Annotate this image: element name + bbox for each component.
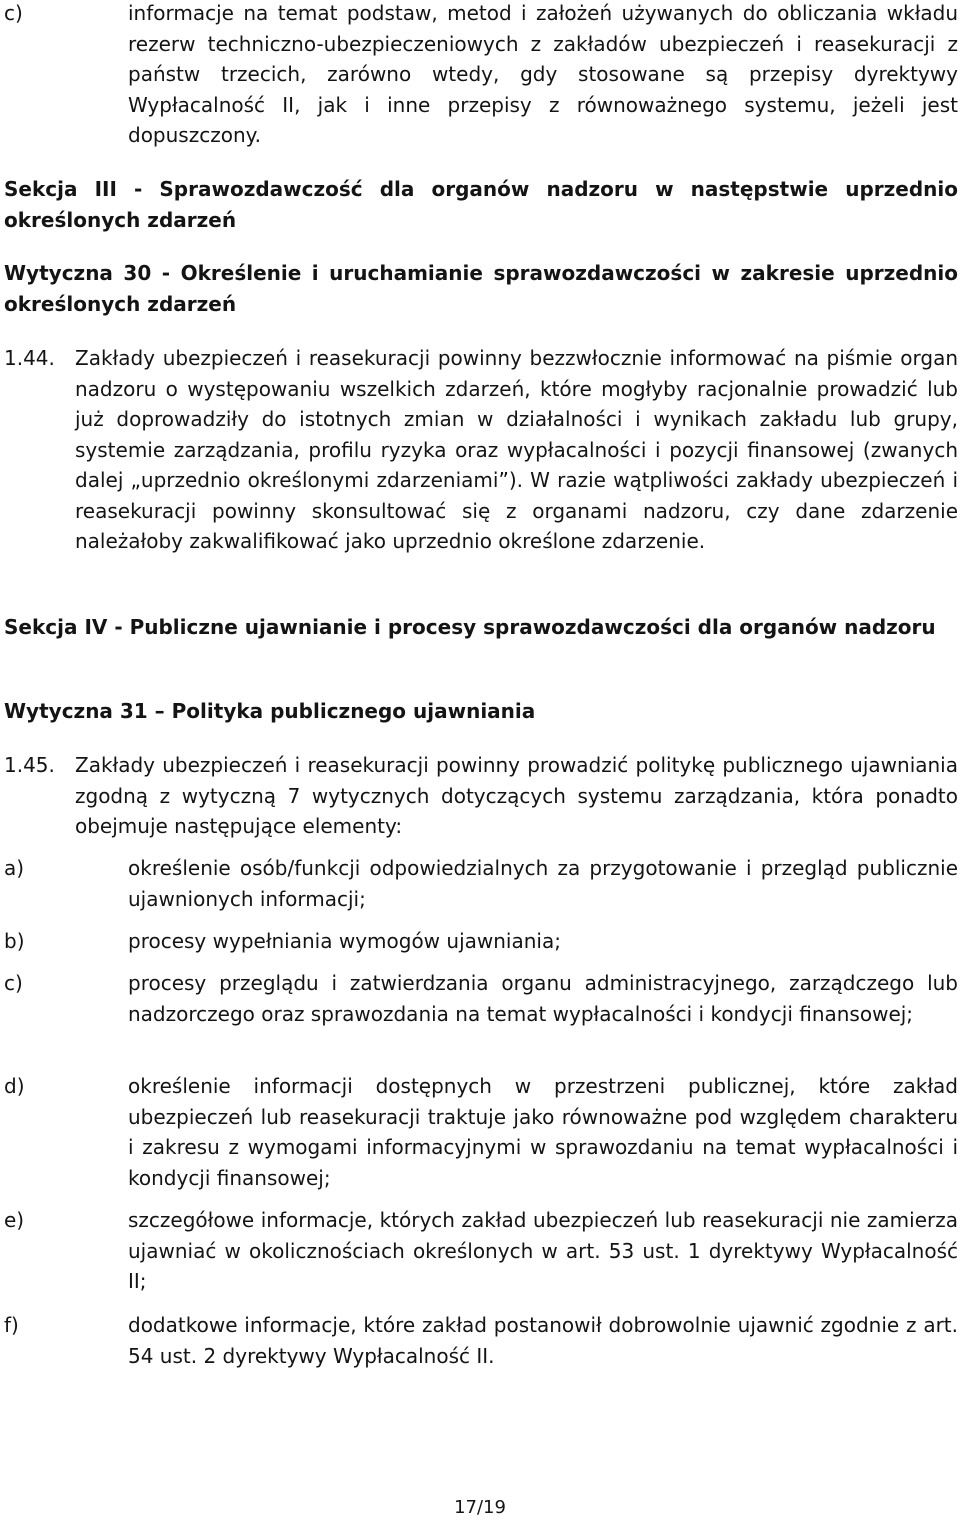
paragraph-number: 1.44. <box>4 346 55 370</box>
list-item-text: dodatkowe informacje, które zakład postanowił dobrowolnie ujawnić zgodnie z art. 54 ust. 2 dyrektywy Wypłacalność II. <box>128 1313 958 1368</box>
list-item-d <box>0 1071 958 1193</box>
list-marker: b) <box>4 929 25 953</box>
list-marker: a) <box>4 856 25 880</box>
list-item-text: określenie osób/funkcji odpowiedzialnych za przygotowanie i przegląd publicznie ujawnionych informacji; <box>128 856 958 911</box>
list-marker: c) <box>4 1 23 25</box>
list-item-a <box>0 853 958 914</box>
paragraph-number: 1.45. <box>4 753 55 777</box>
list-item-text: szczegółowe informacje, których zakład ubezpieczeń lub reasekuracji nie zamierza ujawniać w okolicznościach określonych w art. 53 ust. 1 dyrektywy Wypłacalność II; <box>128 1208 958 1293</box>
paragraph-text: Zakłady ubezpieczeń i reasekuracji powinny bezzwłocznie informować na piśmie organ nadzoru o występowaniu wszelkich zdarzeń, które mogłyby racjonalnie prowadzić lub już doprowadziły do istotnych zmian w działalności i wynikach zakładu lub grupy, systemie zarządzania, profilu ryzyka oraz wypłacalności i pozycji finansowej (zwanych dalej „uprzednio określonymi zdarzeniami”). W razie wątpliwości zakłady ubezpieczeń i reasekuracji powinny skonsultować się z organami nadzoru, czy dane zdarzenie należałoby zakwalifikować jako uprzednio określone zdarzenie. <box>75 346 958 553</box>
list-item-e <box>0 1205 958 1297</box>
page-number: 17/19 <box>454 1497 506 1518</box>
guideline-heading-31: Wytyczna 31 – Polityka publicznego ujawniania <box>4 699 536 723</box>
list-item-c-top <box>0 0 958 151</box>
list-marker: f) <box>4 1313 19 1337</box>
list-item-text: procesy wypełniania wymogów ujawniania; <box>128 929 561 953</box>
list-marker: d) <box>4 1074 25 1098</box>
list-item-text: procesy przeglądu i zatwierdzania organu administracyjnego, zarządczego lub nadzorczego oraz sprawozdania na temat wypłacalności i kondycji finansowej; <box>128 971 958 1026</box>
list-marker: c) <box>4 971 23 995</box>
section-heading-3: Sekcja III - Sprawozdawczość dla organów nadzoru w następstwie uprzednio określonych zdarzeń <box>4 177 958 232</box>
paragraph-1-44 <box>4 343 958 557</box>
list-item-b <box>0 926 958 957</box>
list-item-text: informacje na temat podstaw, metod i założeń używanych do obliczania wkładu rezerw techniczno-ubezpieczeniowych z zakładów ubezpieczeń i reasekuracji z państw trzecich, zarówno wtedy, gdy stosowane są przepisy dyrektywy Wypłacalność II, jak i inne przepisy z równoważnego systemu, jeżeli jest dopuszczony. <box>128 1 958 147</box>
list-item-c <box>0 968 958 1029</box>
section-heading-4: Sekcja IV - Publiczne ujawnianie i procesy sprawozdawczości dla organów nadzoru <box>4 615 936 639</box>
guideline-heading-30: Wytyczna 30 - Określenie i uruchamianie sprawozdawczości w zakresie uprzednio określonych zdarzeń <box>4 261 958 316</box>
list-item-text: określenie informacji dostępnych w przestrzeni publicznej, które zakład ubezpieczeń lub reasekuracji traktuje jako równoważne pod względem charakteru i zakresu z wymogami informacyjnymi w sprawozdaniu na temat wypłacalności i kondycji finansowej; <box>128 1074 958 1190</box>
paragraph-1-45 <box>4 750 958 842</box>
list-item-f <box>0 1310 958 1371</box>
list-marker: e) <box>4 1208 25 1232</box>
paragraph-text: Zakłady ubezpieczeń i reasekuracji powinny prowadzić politykę publicznego ujawniania zgodną z wytyczną 7 wytycznych dotyczących systemu zarządzania, która ponadto obejmuje następujące elementy: <box>75 753 958 838</box>
